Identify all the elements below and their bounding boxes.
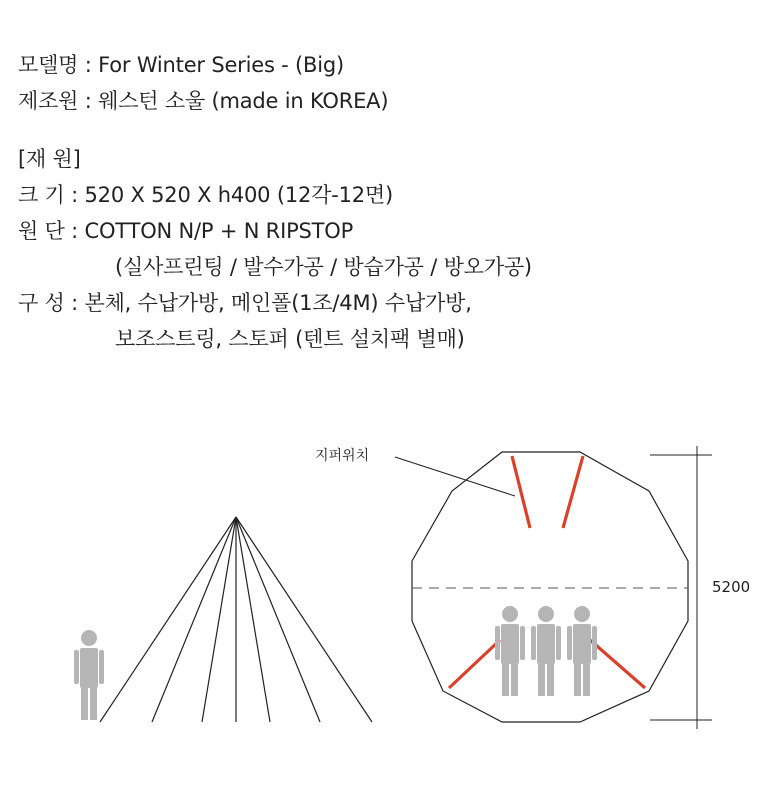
zipper-mark-bottom-left	[449, 640, 500, 688]
person-icon	[74, 630, 104, 720]
zipper-label: 지퍼위치	[315, 448, 370, 464]
person-icon	[567, 606, 597, 696]
fabric-label: 원 단	[18, 219, 65, 243]
separator: :	[71, 183, 79, 207]
zipper-mark-top-right	[563, 456, 583, 528]
size-value: 520 X 520 X h400 (12각-12면)	[84, 183, 394, 207]
section-title: [재 원]	[18, 147, 81, 171]
separator: :	[84, 53, 92, 77]
dimension-label: 5200	[712, 578, 751, 596]
composition-value-2: 보조스트링, 스토퍼 (텐트 설치팩 별매)	[115, 327, 465, 351]
model-label: 모델명	[18, 53, 79, 77]
tent-side-view	[100, 517, 372, 722]
zipper-mark-bottom-right	[590, 640, 645, 688]
composition-label: 구 성	[18, 291, 65, 315]
separator: :	[84, 89, 92, 113]
composition-value-1: 본체, 수납가방, 메인폴(1조/4M) 수납가방,	[84, 291, 472, 315]
person-icon	[531, 606, 561, 696]
fabric-detail: (실사프린팅 / 발수가공 / 방습가공 / 방오가공)	[115, 255, 532, 279]
zipper-leader-line	[395, 457, 515, 496]
model-value: For Winter Series - (Big)	[98, 53, 344, 77]
person-icon	[495, 606, 525, 696]
size-label: 크 기	[18, 183, 65, 207]
maker-label: 제조원	[18, 89, 79, 113]
separator: :	[71, 291, 79, 315]
people-group	[495, 606, 597, 696]
maker-value: 웨스턴 소울 (made in KOREA)	[98, 89, 389, 113]
separator: :	[71, 219, 79, 243]
fabric-value: COTTON N/P + N RIPSTOP	[84, 219, 354, 243]
zipper-mark-top-left	[512, 456, 530, 528]
